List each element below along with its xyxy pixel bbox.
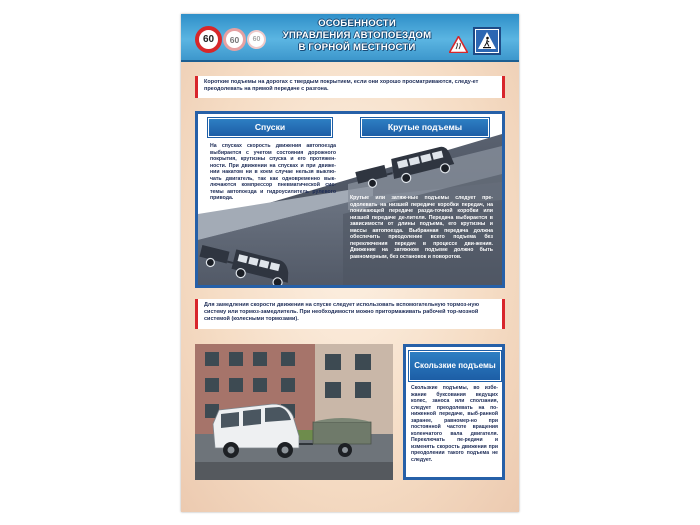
slippery-climbs-panel [403, 344, 505, 480]
title-line: УПРАВЛЕНИЯ АВТОПОЕЗДОМ [282, 30, 432, 41]
pedestrian-crossing-sign-field [476, 30, 498, 52]
intro-note: Короткие подъемы на дорогах с твердым покрытием, если они хорошо просматриваются, следу-ет преодолевать на прямой передаче с разгона. [195, 76, 505, 98]
van-trailer-image [195, 344, 393, 480]
pedestrian-icon [476, 30, 498, 52]
speed-limit-sign-icon [247, 30, 266, 49]
slippery-section-text: Скользкие подъемы, во избе-жание буксования ведущих колес, заноса или сползания, следует преодолевать на по-ниженной передаче, выб-ранной заранее, равномер-но при постоянной частоте вращения коленчатого вала двигателя. Переключать пе-редачи и изменять скорость движения при преодолении такого подъема не следует. [411, 385, 498, 463]
speed-sign-value: 60 [229, 34, 240, 45]
speed-limit-sign-icon [223, 28, 246, 51]
poster [181, 14, 519, 512]
braking-note: Для замедления скорости движения на спуске следует использовать вспомогательную тормоз-ную систему или тормоз-замедлитель. При необходимости можно притормаживать рабочей тор-мозной системой (колесными тормозами). [195, 299, 505, 329]
climb-section-title: Крутые подъемы [361, 118, 489, 137]
poster-header [181, 14, 519, 62]
descent-climb-panel [195, 111, 505, 288]
descent-section-title: Спуски [208, 118, 332, 137]
title-line: ОСОБЕННОСТИ [318, 18, 396, 29]
title-line: В ГОРНОЙ МЕСТНОСТИ [298, 42, 416, 53]
poster-title [271, 18, 443, 54]
climb-section-text: Крутые или затяж-ные подъемы следует пре-одолевать на низшей передаче коробки передач, на понижающей передаче разда-точной коробки или низшей передаче де-лителя. Передача выбирается в зависимости от длины подъема, его крутизны и массы автопоезда. Выбранная передача должна обеспечить преодоление всего подъема без переключения передач в процессе дви-жения. Движение на затяжном подъеме должно быть равномерным, без остановок и поворотов. [350, 195, 493, 260]
pedestrian-crossing-sign-icon [473, 27, 501, 55]
speed-limit-sign-icon [195, 26, 222, 53]
van-with-trailer-photo [195, 344, 393, 480]
speed-sign-value: 60 [202, 34, 215, 45]
descent-section-text: На спусках скорость движения автопоезда выбирается с учетом состояния дорожного покрытия, крутизны спуска и его протяжен-ности. При движении на спусках и при движе-нии накатом ни в коем случае нельзя выклю-чать двигатель, так как одновременно вык-лючаются компрессор пневматической сис-темы автопоезда и гидроусилитель рулевого привода. [210, 143, 336, 201]
speed-sign-value: 60 [252, 36, 261, 43]
slippery-road-sign-icon [449, 36, 468, 53]
slippery-section-title: Скользкие подъемы [409, 351, 501, 381]
